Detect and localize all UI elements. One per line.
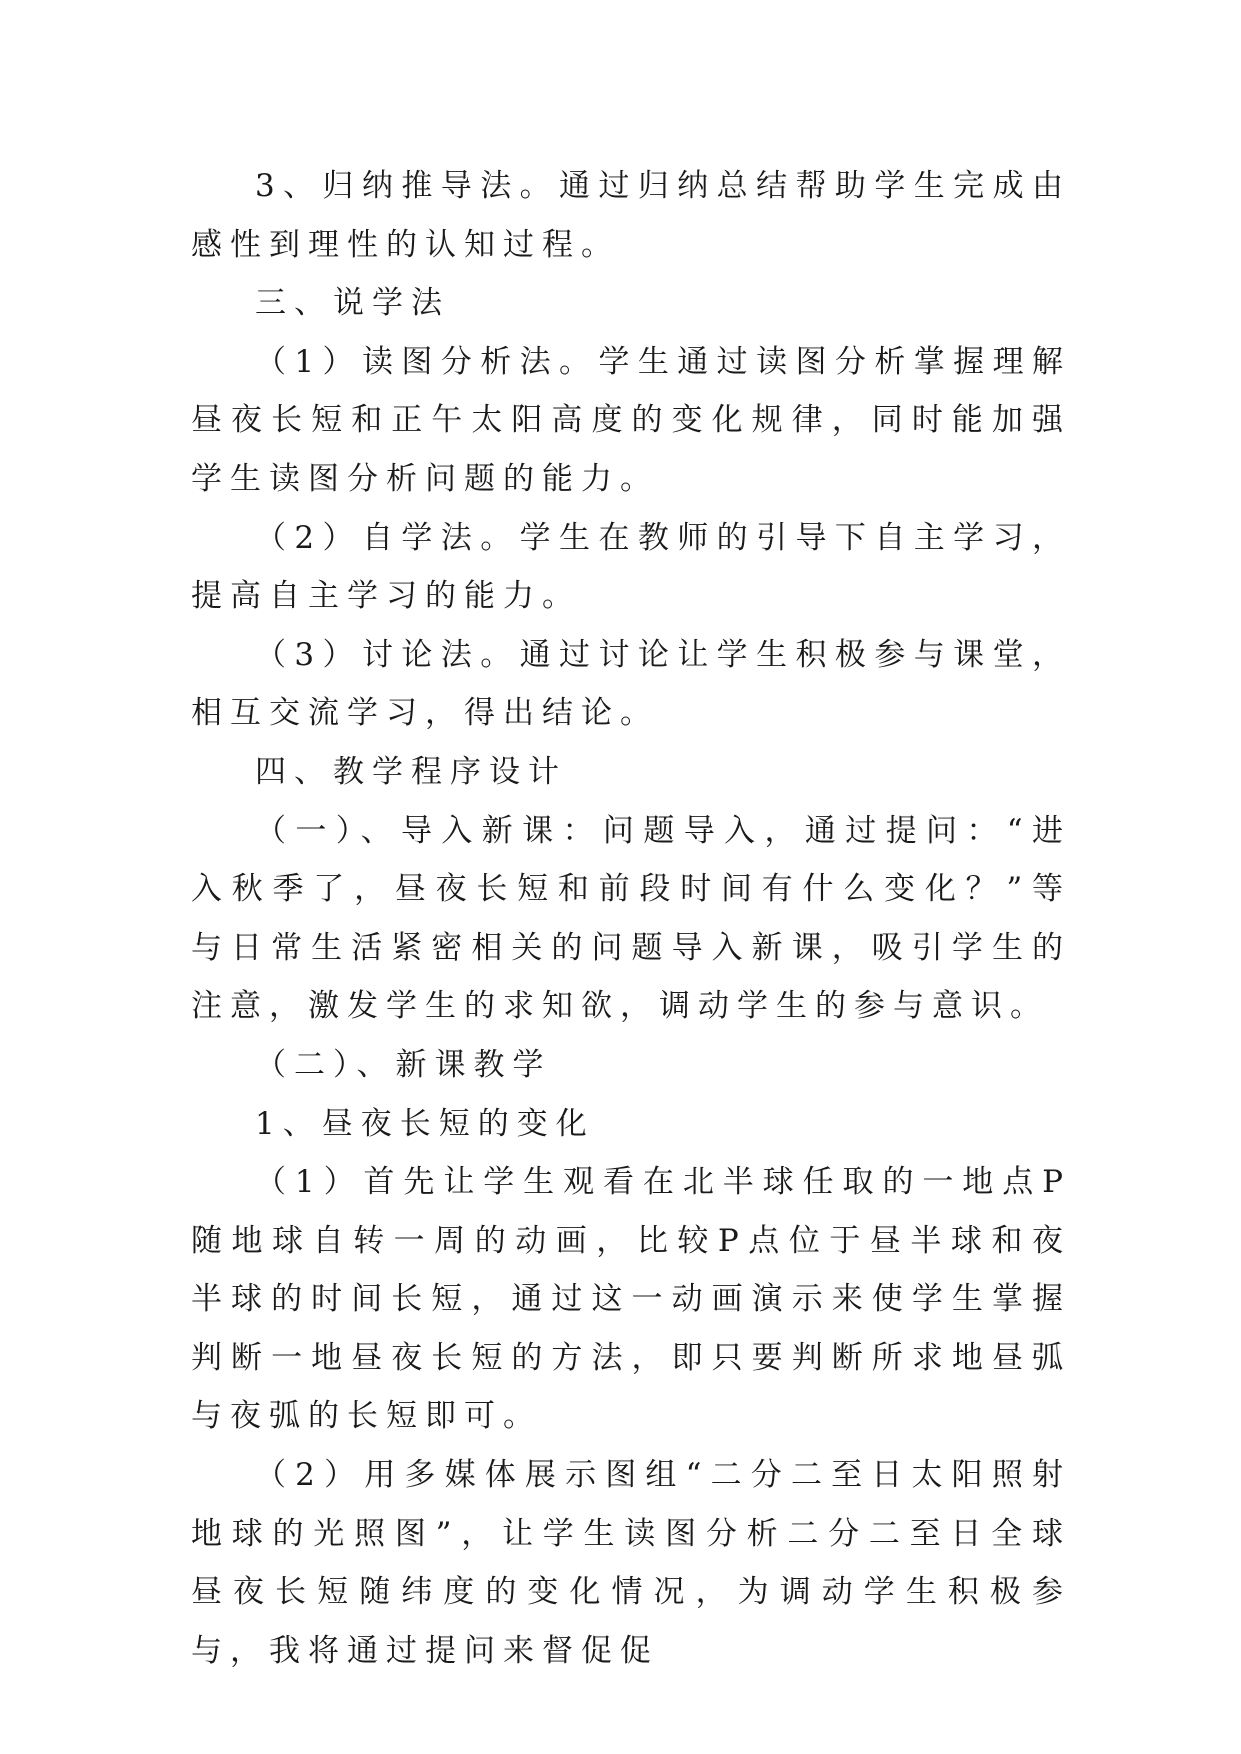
paragraph-discussion-method: （3）讨论法。通过讨论让学生积极参与课堂，相互交流学习，得出结论。 [191,636,1071,732]
document-body [191,157,1071,1680]
paragraph-multimedia-illumination: （2）用多媒体展示图组“二分二至日太阳照射地球的光照图”，让学生读图分析二分二至日全球昼夜长短随纬度的变化情况，为调动学生积极参与，我将通过提问来督促促 [191,1457,1071,1669]
paragraph-induction-method: 3、归纳推导法。通过归纳总结帮助学生完成由感性到理性的认知过程。 [191,168,1071,263]
paragraph-lesson-introduction: （一）、导入新课：问题导入，通过提问：“进入秋季了，昼夜长短和前段时间有什么变化？”等与日常生活紧密相关的问题导入新课，吸引学生的注意，激发学生的求知欲，调动学生的参与意识。 [191,812,1071,1025]
heading-teaching-procedure: 四、教学程序设计 [255,753,567,790]
paragraph-map-reading-method: （1）读图分析法。学生通过读图分析掌握理解昼夜长短和正午太阳高度的变化规律，同时能加强学生读图分析问题的能力。 [191,343,1071,497]
heading-day-night-length: 1、昼夜长短的变化 [255,1105,595,1142]
paragraph-self-study-method: （2）自学法。学生在教师的引导下自主学习，提高自主学习的能力。 [191,519,1071,615]
heading-learning-methods: 三、说学法 [255,285,450,322]
paragraph-animation-point-p: （1）首先让学生观看在北半球任取的一地点P随地球自转一周的动画，比较P点位于昼半球和夜半球的时间长短，通过这一动画演示来使学生掌握判断一地昼夜长短的方法，即只要判断所求地昼弧与夜弧的长短即可。 [191,1164,1071,1435]
heading-new-lesson: （二）、新课教学 [255,1046,552,1083]
